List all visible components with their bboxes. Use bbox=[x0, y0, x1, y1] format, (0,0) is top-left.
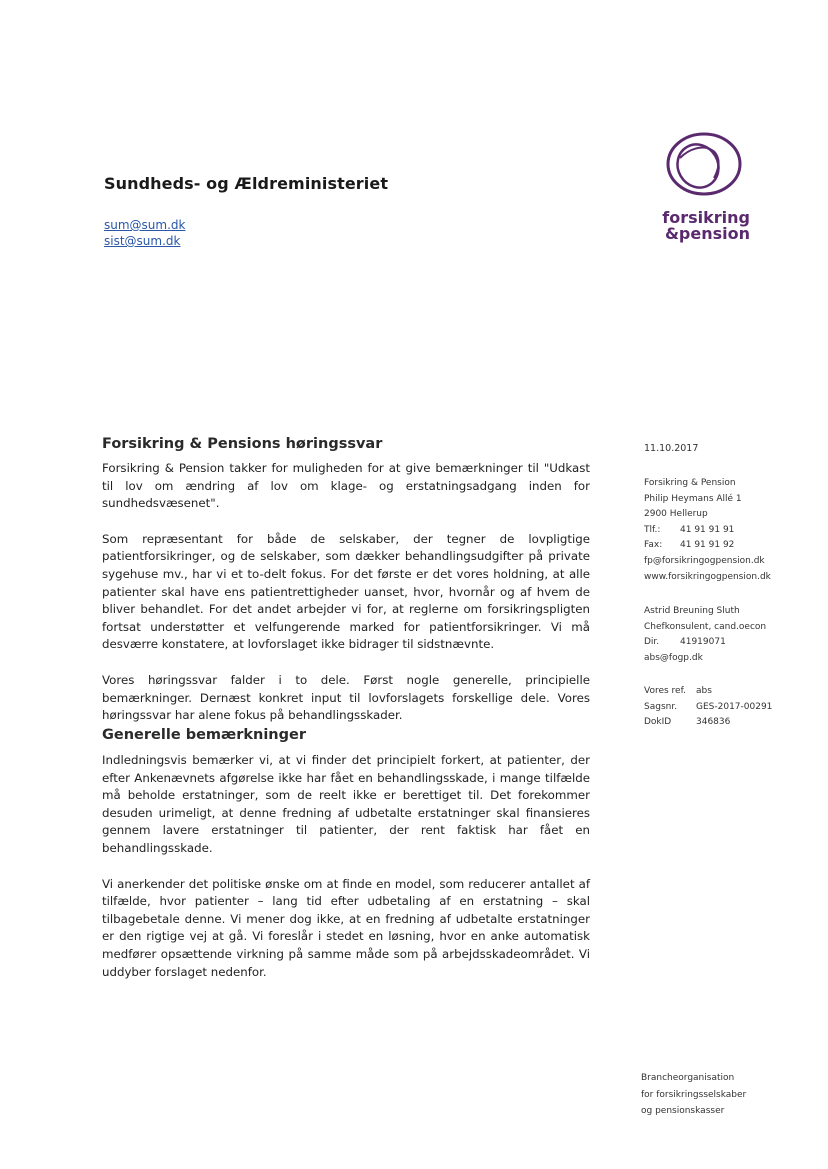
sender-org: Forsikring & Pension bbox=[644, 478, 736, 488]
paragraph: Vores høringssvar falder i to dele. Først nogle generelle, principielle bemærkninger. Dernæst konkret input til lovforslagets forskellige dele. Vores høringssvar har alene fokus på behandlingsskader. bbox=[102, 672, 590, 723]
logo-swirl-icon bbox=[640, 128, 750, 208]
ref-label: DokID bbox=[644, 717, 672, 728]
ref-label: Vores ref. bbox=[644, 686, 686, 696]
sender-website[interactable]: www.forsikringogpension.dk bbox=[644, 571, 771, 582]
ref-value: abs bbox=[696, 686, 712, 696]
sender-city: 2900 Hellerup bbox=[644, 509, 708, 520]
forsikring-pension-logo bbox=[640, 128, 750, 246]
fax-label: Fax: bbox=[644, 540, 663, 551]
letter-title: Forsikring & Pensions høringssvar bbox=[102, 436, 383, 452]
logo-text-line1: forsikring bbox=[662, 208, 750, 227]
logo-text-line2: &pension bbox=[664, 224, 750, 243]
sender-email[interactable]: fp@forsikringogpension.dk bbox=[644, 555, 765, 566]
paragraph: Indledningsvis bemærker vi, at vi finder det principielt forkert, at patienter, der efter Ankenævnets afgørelse ikke har fået en behandlingsskade, i mange tilfælde må beholde erstatninger, som de reelt ikke er berettiget til. Det forekommer desuden urimeligt, at denne fredning af udbetalte erstatninger skal finansieres gennem lavere erstatninger til patienter, der rent faktisk har fået en behandlingsskade. bbox=[102, 753, 590, 855]
contact-dir-row bbox=[644, 635, 766, 651]
phone-label: Tlf.: bbox=[644, 524, 661, 535]
reference-block bbox=[644, 684, 772, 731]
ref-label: Sagsnr. bbox=[644, 701, 678, 712]
paragraph: Forsikring & Pension takker for muligheden for at give bemærkninger til "Udkast til lov om ændring af lov om klage- og erstatningsadgang inden for sundhedsvæsenet". bbox=[102, 461, 590, 511]
footer-line: for forsikringsselskaber bbox=[641, 1089, 747, 1100]
contact-email[interactable]: abs@fogp.dk bbox=[644, 652, 703, 663]
recipient-email-link[interactable]: sist@sum.dk bbox=[104, 234, 181, 248]
dir-value: 41919071 bbox=[680, 637, 726, 648]
phone-value: 41 91 91 91 bbox=[680, 524, 735, 535]
sender-fax-row bbox=[644, 538, 771, 554]
fax-value: 41 91 91 92 bbox=[680, 540, 735, 551]
sender-street: Philip Heymans Allé 1 bbox=[644, 493, 742, 504]
sender-phone-row bbox=[644, 523, 771, 539]
dir-label: Dir. bbox=[644, 637, 660, 648]
footer-line: Brancheorganisation bbox=[641, 1073, 735, 1083]
footer-line: og pensionskasser bbox=[641, 1106, 725, 1116]
letter-date: 11.10.2017 bbox=[644, 443, 699, 454]
section-heading: Generelle bemærkninger bbox=[102, 727, 306, 743]
recipient-email-link[interactable]: sum@sum.dk bbox=[104, 218, 186, 232]
contact-name: Astrid Breuning Sluth bbox=[644, 606, 740, 616]
paragraph: Som repræsentant for både de selskaber, der tegner de lovpligtige patientforsikringer, og de selskaber, som dækker behandlingsudgifter på private sygehuse mv., har vi et to-delt fokus. For det første er det vores holdning, at alle patienter skal have ens patientrettigheder uanset, hvor, hvornår og af hvem de bliver behandlet. For det andet arbejder vi for, at reglerne om forsikringspligten fortsat understøtter et velfungerende marked for patientforsikringer. Vi må desværre konstatere, at lovforslaget ikke bidrager til sidstnævnte. bbox=[102, 531, 590, 652]
ref-row bbox=[644, 684, 772, 700]
footer-tagline bbox=[641, 1070, 746, 1120]
general-remarks-section bbox=[102, 752, 590, 981]
ref-value: GES-2017-00291 bbox=[696, 701, 773, 712]
contact-block bbox=[644, 604, 766, 666]
contact-title: Chefkonsulent, cand.oecon bbox=[644, 621, 767, 632]
ref-row bbox=[644, 700, 772, 716]
recipient-name: Sundheds- og Ældreministeriet bbox=[104, 174, 389, 193]
intro-section bbox=[102, 460, 590, 725]
ref-value: 346836 bbox=[696, 717, 731, 728]
ref-row bbox=[644, 715, 772, 731]
paragraph: Vi anerkender det politiske ønske om at finde en model, som reducerer antallet af tilfælde, hvor patienter – lang tid efter udbetaling af en erstatning – skal tilbagebetale denne. Vi mener dog ikke, at en fredning af udbetalte erstatninger er den rigtige vej at gå. Vi foreslår i stedet en løsning, hvor en anke automatisk medfører opsættende virkning på samme måde som på arbejdsskadeområdet. Vi uddyber forslaget nedenfor. bbox=[102, 876, 590, 979]
sender-address bbox=[644, 476, 771, 585]
